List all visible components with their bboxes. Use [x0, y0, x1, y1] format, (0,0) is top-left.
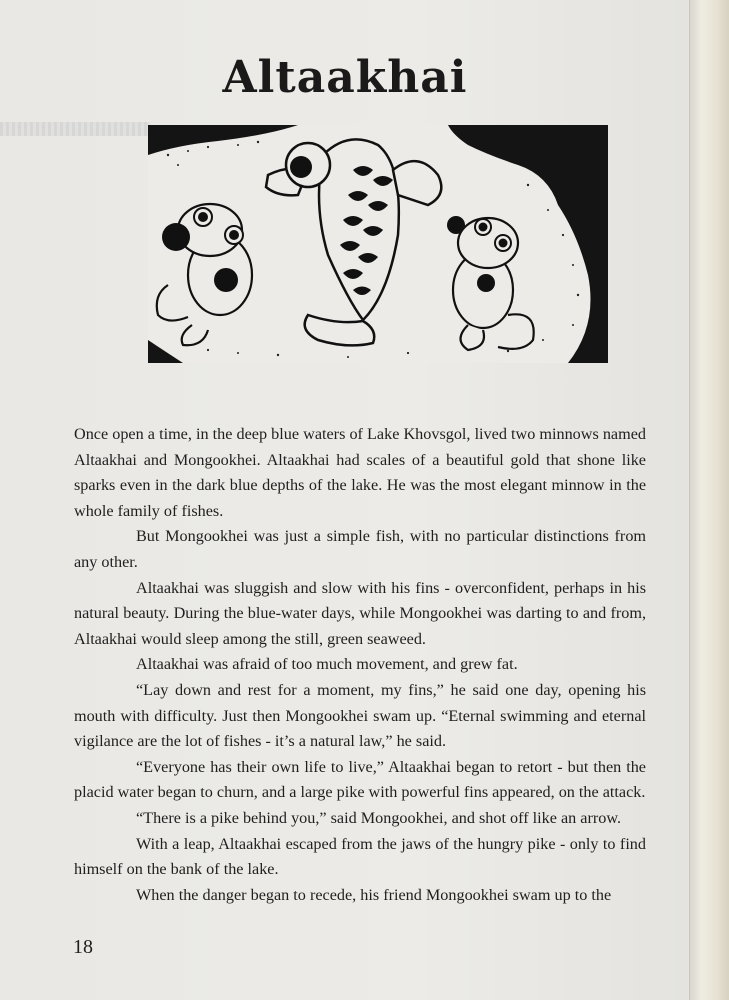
paragraph-8: With a leap, Altaakhai escaped from the jaws of the hungry pike - only to find himself on the bank of the lake. — [74, 834, 646, 879]
story-title: Altaakhai — [222, 52, 468, 103]
paragraph-7: “There is a pike behind you,” said Mongookhei, and shot off like an arrow. — [136, 808, 622, 827]
fish-and-mice-illustration-icon — [148, 125, 608, 363]
book-spine — [689, 0, 729, 1000]
paragraph-3: Altaakhai was sluggish and slow with his fins - overconfident, perhaps in his natural beauty. During the blue-water days, while Mongookhei was darting to and from, Altaakhai would sleep among the still, green seaweed. — [74, 578, 646, 648]
story-text — [74, 422, 646, 908]
paragraph-4: Altaakhai was afraid of too much movement, and grew fat. — [136, 655, 518, 674]
scan-artifact — [0, 122, 150, 136]
page-number: 18 — [73, 936, 93, 958]
paragraph-1: Once open a time, in the deep blue waters of Lake Khovsgol, lived two minnows named Altaakhai and Mongookhei. Altaakhai had scales of a beautiful gold that shone like sparks even in the dark blue depths of the lake. He was the most elegant minnow in the whole family of fishes. — [74, 425, 646, 520]
paragraph-9: When the danger began to recede, his friend Mongookhei swam up to the — [136, 885, 612, 904]
paragraph-6: “Everyone has their own life to live,” Altaakhai began to retort - but then the placid water began to churn, and a large pike with powerful fins appeared, on the attack. — [74, 757, 646, 802]
paragraph-2: But Mongookhei was just a simple fish, with no particular distinctions from any other. — [74, 527, 646, 571]
paragraph-5: “Lay down and rest for a moment, my fins,” he said one day, opening his mouth with difficulty. Just then Mongookhei swam up. “Eternal swimming and eternal vigilance are the lot of fishes - it’s a natural law,” he said. — [74, 680, 646, 751]
